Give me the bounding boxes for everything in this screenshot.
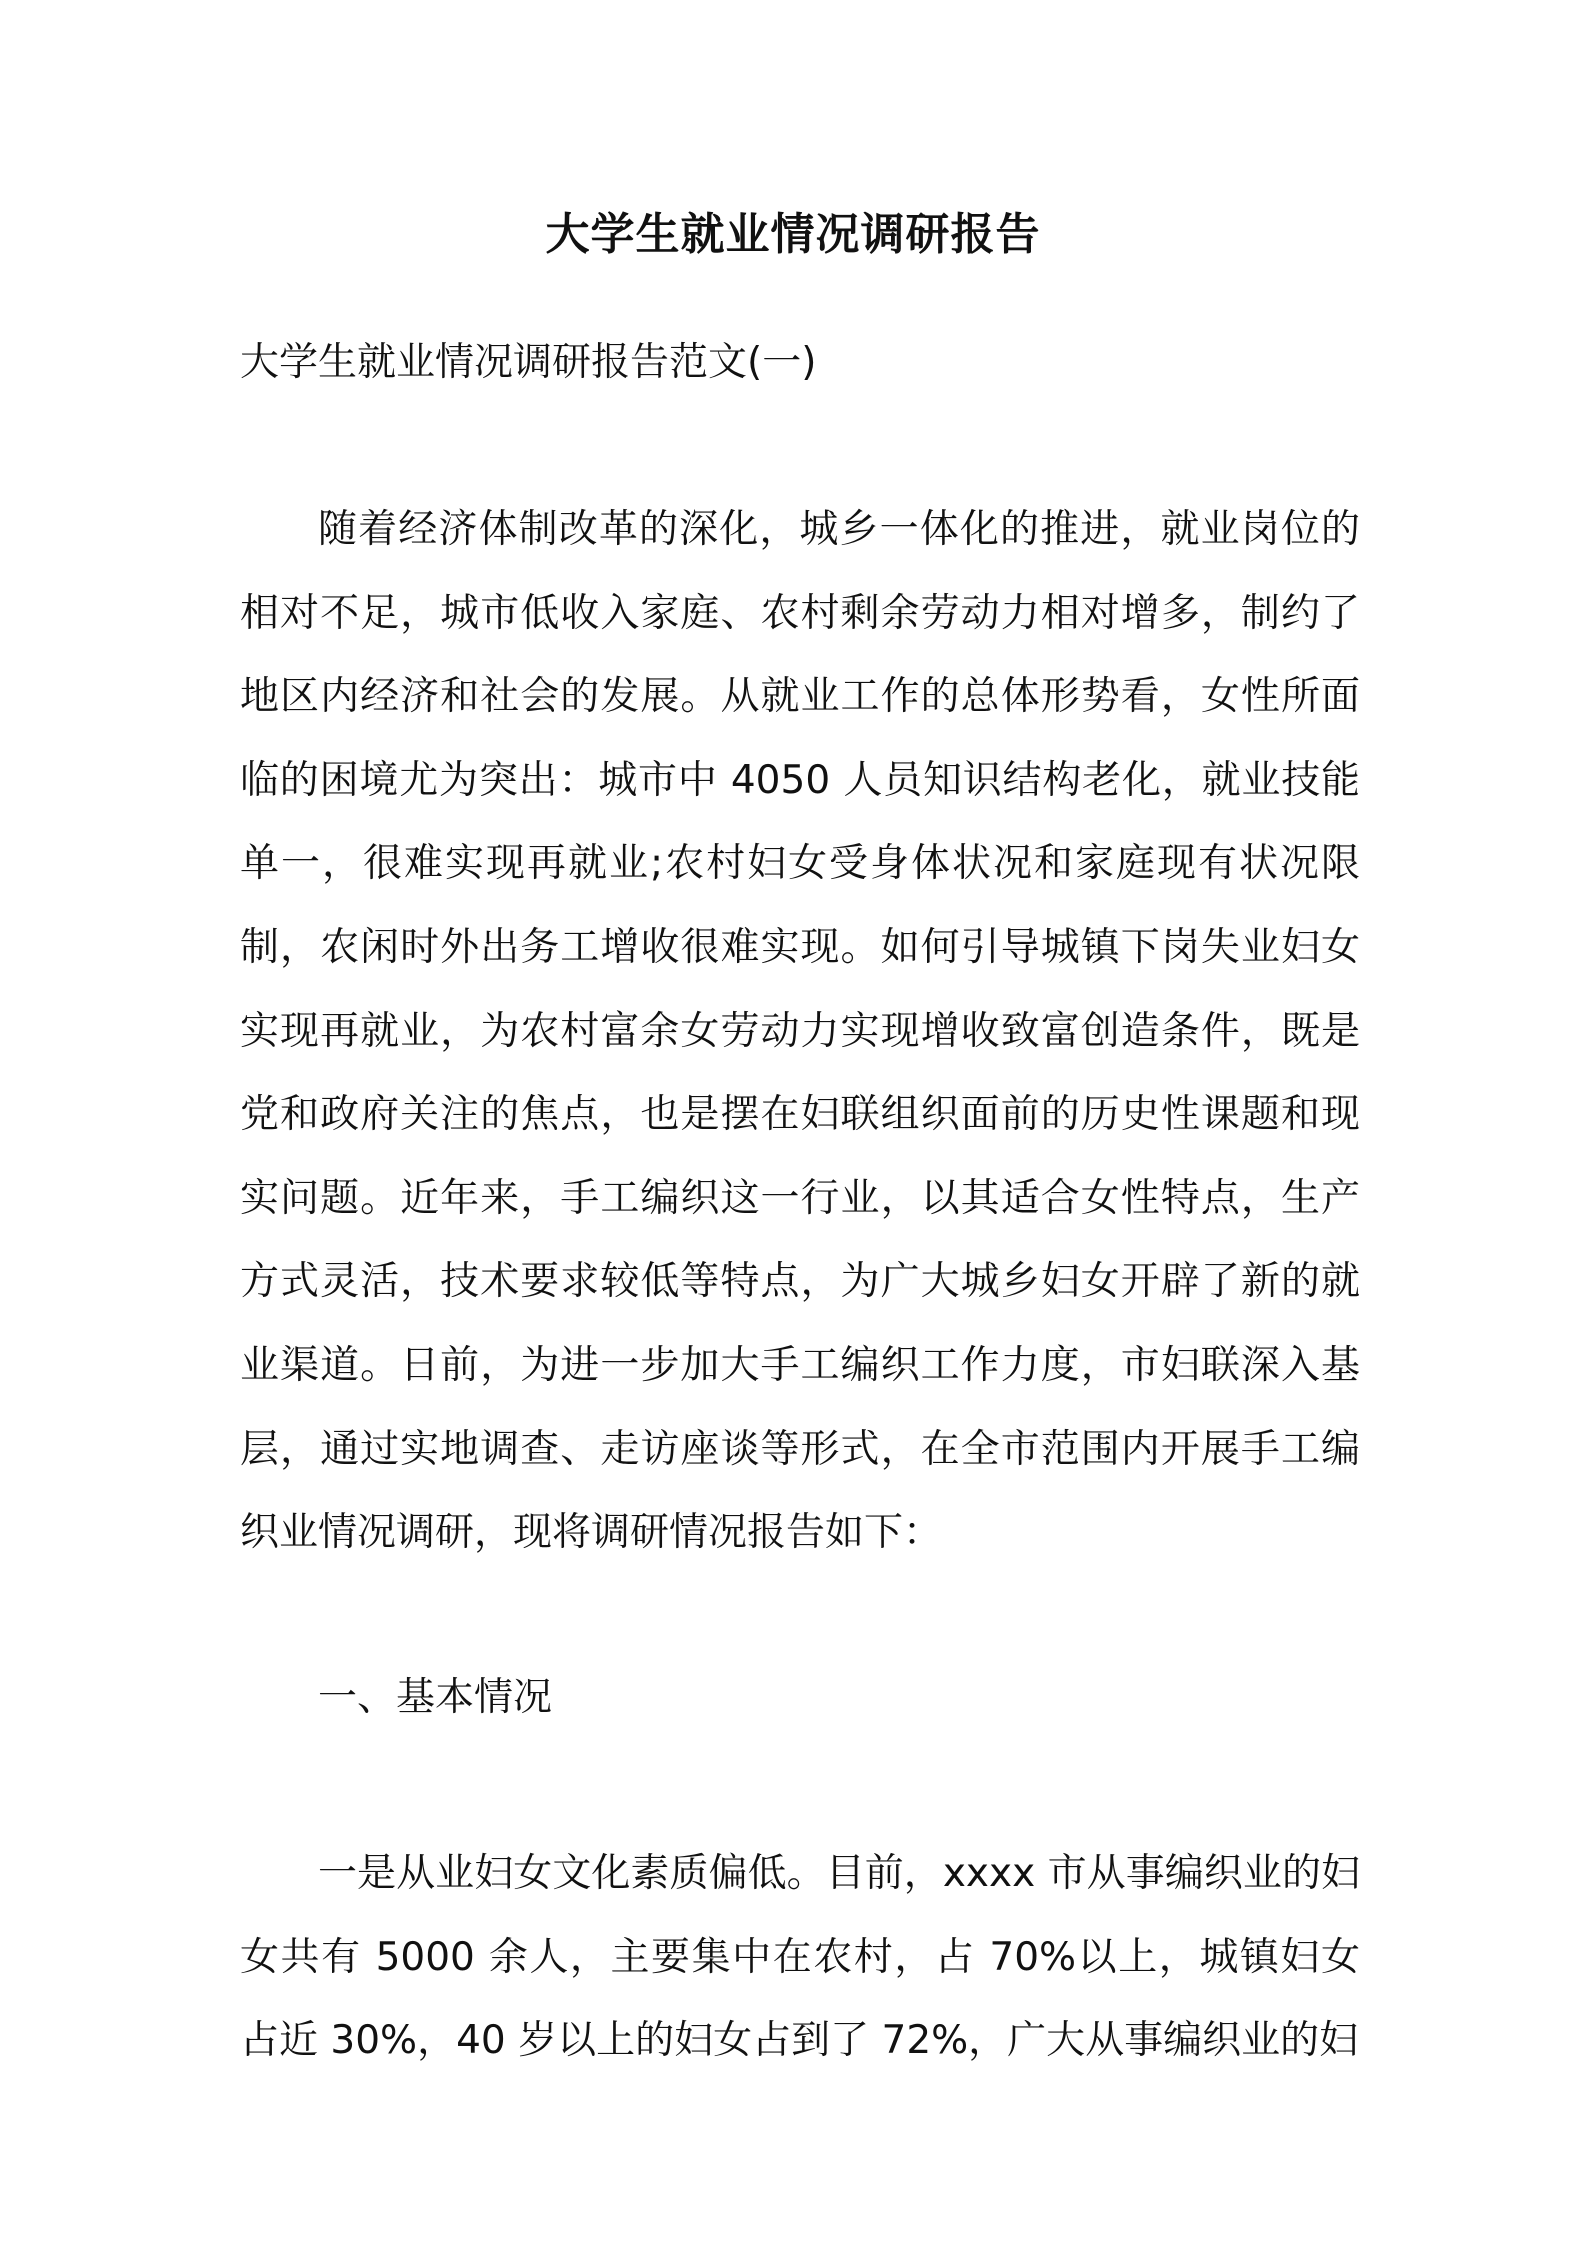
section-heading-basic: 一、基本情况 <box>318 1675 553 1720</box>
document-subtitle: 大学生就业情况调研报告范文(一) <box>240 340 817 385</box>
document-title: 大学生就业情况调研报告 <box>545 209 1041 260</box>
intro-paragraph: 随着经济体制改革的深化，城乡一体化的推进，就业岗位的相对不足，城市低收入家庭、农村剩余劳动力相对增多，制约了地区内经济和社会的发展。从就业工作的总体形势看，女性所面临的困境尤为突出：城市中 4050 人员知识结构老化，就业技能单一，很难实现再就业;农村妇女受身体状况和家庭现有状况限制，农闲时外出务工增收很难实现。如何引导城镇下岗失业妇女实现再就业，为农村富余女劳动力实现增收致富创造条件，既是党和政府关注的焦点，也是摆在妇联组织面前的历史性课题和现实问题。近年来，手工编织这一行业，以其适合女性特点，生产方式灵活，技术要求较低等特点，为广大城乡妇女开辟了新的就业渠道。日前，为进一步加大手工编织工作力度，市妇联深入基层，通过实地调查、走访座谈等形式，在全市范围内开展手工编织业情况调研，现将调研情况报告如下： <box>240 507 1360 1556</box>
basic-situation-paragraph: 一是从业妇女文化素质偏低。目前，xxxx 市从事编织业的妇女共有 5000 余人，主要集中在农村，占 70%以上，城镇妇女占近 30%，40 岁以上的妇女占到了 72%，广大从事编织业的妇 <box>240 1851 1360 2064</box>
